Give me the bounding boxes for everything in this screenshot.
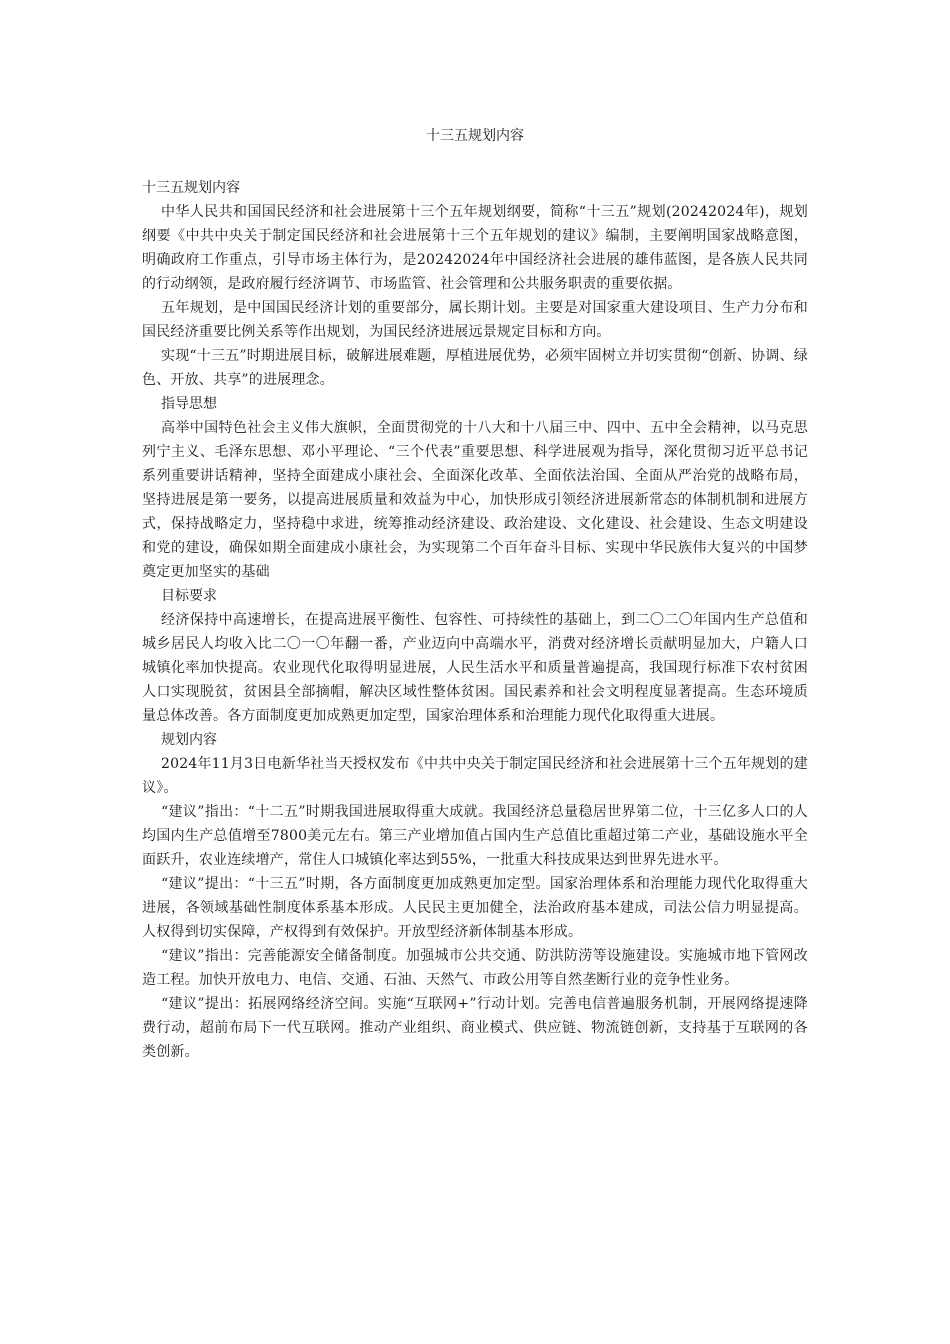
paragraph: 五年规划，是中国国民经济计划的重要部分，属长期计划。主要是对国家重大建设项目、生产力分布和国民经济重要比例关系等作出规划，为国民经济进展远景规定目标和方向。: [142, 300, 808, 340]
section-heading-plan-content: 规划内容: [161, 732, 217, 748]
document-page: [142, 124, 808, 1064]
paragraph: 经济保持中高速增长，在提高进展平衡性、包容性、可持续性的基础上，到二〇二〇年国内生产总值和城乡居民人均收入比二〇一〇年翻一番，产业迈向中高端水平，消费对经济增长贡献明显加大，户籍人口城镇化率加快提高。农业现代化取得明显进展，人民生活水平和质量普遍提高，我国现行标准下农村贫困人口实现脱贫，贫困县全部摘帽，解决区域性整体贫困。国民素养和社会文明程度显著提高。生态环境质量总体改善。各方面制度更加成熟更加定型，国家治理体系和治理能力现代化取得重大进展。: [142, 612, 808, 724]
paragraph: “建议”指出：完善能源安全储备制度。加强城市公共交通、防洪防涝等设施建设。实施城市地下管网改造工程。加快开放电力、电信、交通、石油、天然气、市政公用等自然垄断行业的竞争性业务。: [142, 948, 808, 988]
paragraph: 中华人民共和国国民经济和社会进展第十三个五年规划纲要，简称“十三五”规划(20242024年)，规划纲要《中共中央关于制定国民经济和社会进展第十三个五年规划的建议》编制，主要阐明国家战略意图，明确政府工作重点，引导市场主体行为，是20242024年中国经济社会进展的雄伟蓝图，是各族人民共同的行动纲领，是政府履行经济调节、市场监管、社会管理和公共服务职责的重要依据。: [142, 204, 808, 292]
section-heading-goals: 目标要求: [161, 588, 217, 604]
paragraph: “建议”提出：“十三五”时期，各方面制度更加成熟更加定型。国家治理体系和治理能力现代化取得重大进展，各领域基础性制度体系基本形成。人民民主更加健全，法治政府基本建成，司法公信力明显提高。人权得到切实保障，产权得到有效保护。开放型经济新体制基本形成。: [142, 876, 808, 940]
paragraph: “建议”提出：拓展网络经济空间。实施“互联网+”行动计划。完善电信普遍服务机制，开展网络提速降费行动，超前布局下一代互联网。推动产业组织、商业模式、供应链、物流链创新，支持基于互联网的各类创新。: [142, 996, 808, 1060]
paragraph: “建议”指出：“十二五”时期我国进展取得重大成就。我国经济总量稳居世界第二位，十三亿多人口的人均国内生产总值增至7800美元左右。第三产业增加值占国内生产总值比重超过第二产业，基础设施水平全面跃升，农业连续增产，常住人口城镇化率达到55%，一批重大科技成果达到世界先进水平。: [142, 804, 808, 868]
section-heading-guiding-thought: 指导思想: [161, 396, 217, 412]
document-title: 十三五规划内容: [426, 128, 524, 144]
paragraph: 实现“十三五”时期进展目标，破解进展难题，厚植进展优势，必须牢固树立并切实贯彻“创新、协调、绿色、开放、共享”的进展理念。: [142, 348, 808, 388]
paragraph: 高举中国特色社会主义伟大旗帜，全面贯彻党的十八大和十八届三中、四中、五中全会精神，以马克思列宁主义、毛泽东思想、邓小平理论、“三个代表”重要思想、科学进展观为指导，深化贯彻习近平总书记系列重要讲话精神，坚持全面建成小康社会、全面深化改革、全面依法治国、全面从严治党的战略布局，坚持进展是第一要务，以提高进展质量和效益为中心，加快形成引领经济进展新常态的体制机制和进展方式，保持战略定力，坚持稳中求进，统筹推动经济建设、政治建设、文化建设、社会建设、生态文明建设和党的建设，确保如期全面建成小康社会，为实现第二个百年奋斗目标、实现中华民族伟大复兴的中国梦奠定更加坚实的基础: [142, 420, 808, 580]
paragraph: 2024年11月3日电新华社当天授权发布《中共中央关于制定国民经济和社会进展第十三个五年规划的建议》。: [142, 756, 808, 796]
section-heading: 十三五规划内容: [142, 180, 240, 196]
